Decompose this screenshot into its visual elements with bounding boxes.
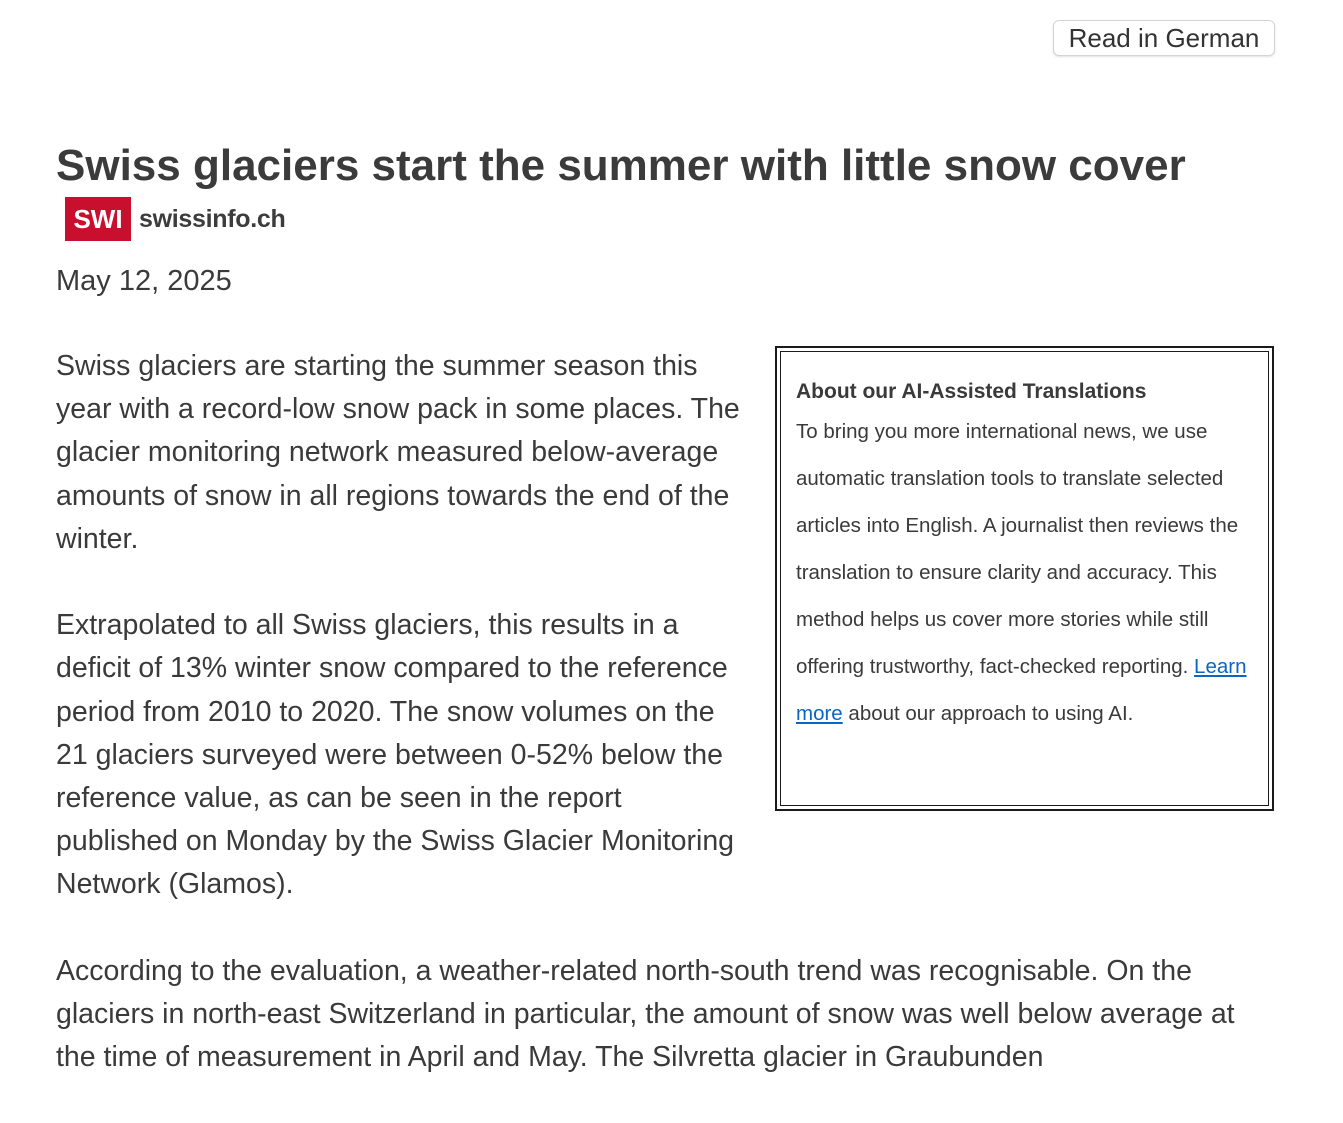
read-in-german-button[interactable]: Read in German [1053, 20, 1275, 56]
publish-date: May 12, 2025 [56, 265, 232, 297]
learn-more-link[interactable]: Learn more [796, 655, 1247, 725]
swi-logo-badge: SWI [65, 197, 131, 241]
article-paragraph: Swiss glaciers are starting the summer season this year with a record-low snow pack in some places. The glacier monitoring network measured below-average amounts of snow in all regions towards the end of the winter. [56, 350, 740, 555]
article-paragraph: According to the evaluation, a weather-related north-south trend was recognisable. On the glaciers in north-east Switzerland in particular, the amount of snow was well below average at the time of measurement in April and May. The Silvretta glacier in Graubunden [56, 954, 1235, 1074]
infobox-text-after-link: about our approach to using AI. [842, 702, 1134, 725]
infobox-title: About our AI-Assisted Translations [796, 380, 1147, 403]
source-logo[interactable] [65, 197, 285, 241]
infobox-text [796, 408, 1254, 737]
article-title: Swiss glaciers start the summer with little snow cover [56, 141, 1186, 190]
ai-translation-infobox [775, 346, 1274, 811]
article-body [56, 345, 1278, 1123]
infobox-text-before-link: To bring you more international news, we use automatic translation tools to translate selected articles into English. A journalist then reviews the translation to ensure clarity and accuracy. This method helps us cover more stories while still offering trustworthy, fact-checked reporting. [796, 420, 1239, 678]
source-name: swissinfo.ch [139, 204, 286, 233]
article-paragraph: Extrapolated to all Swiss glaciers, this results in a deficit of 13% winter snow compared to the reference period from 2010 to 2020. The snow volumes on the 21 glaciers surveyed were between 0-52% below the reference value, as can be seen in the report published on Monday by the Swiss Glacier Monitoring Network (Glamos). [56, 609, 735, 901]
